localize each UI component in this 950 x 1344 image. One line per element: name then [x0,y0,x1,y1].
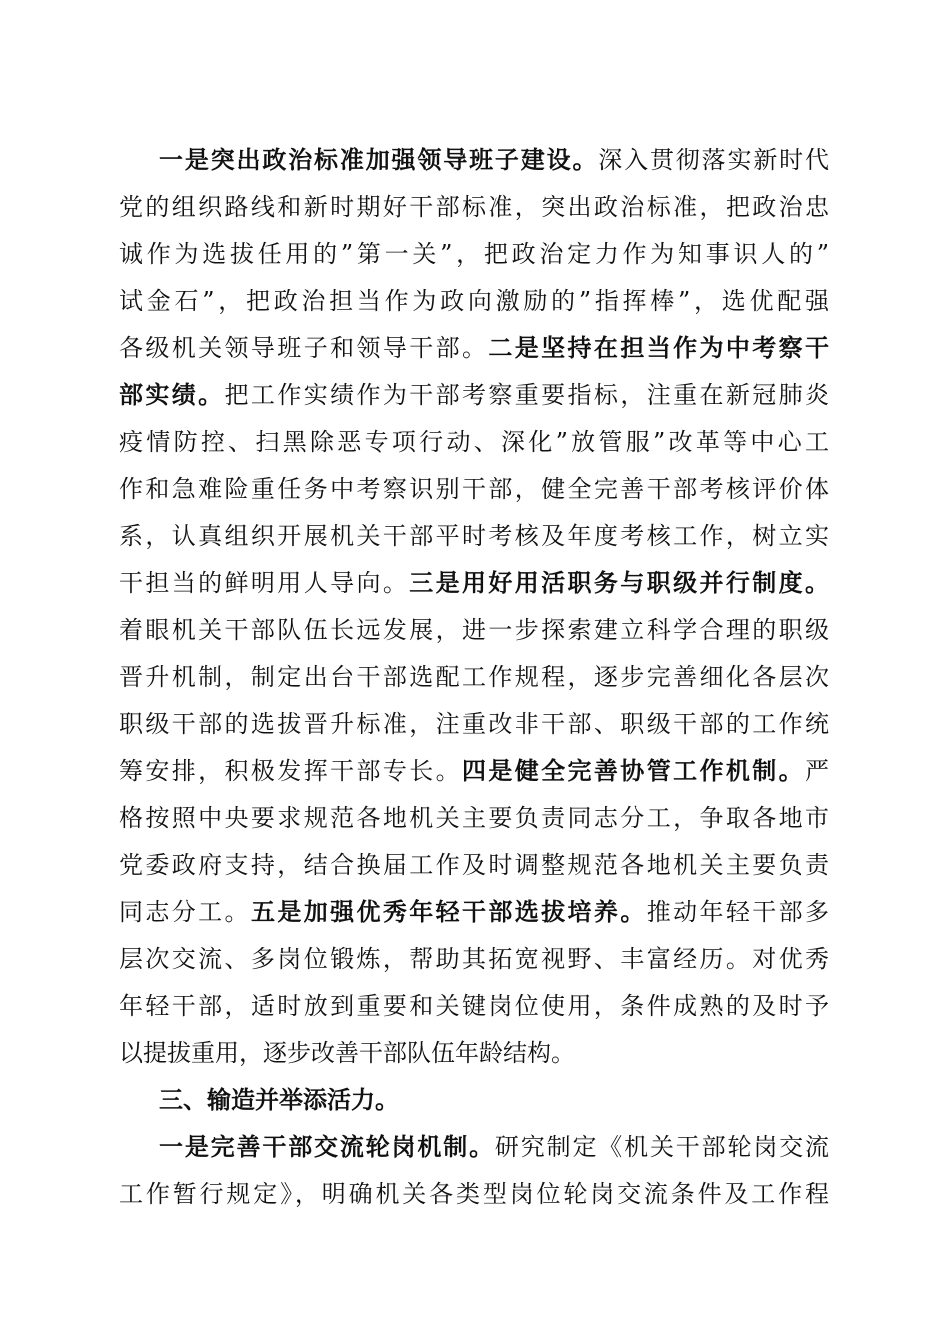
paragraph-line-5 [119,328,829,368]
body-text: 以提拔重用，逐步改善干部队伍年龄结构。 [119,1039,575,1067]
paragraph2-line-2 [119,1174,829,1214]
body-text: 年轻干部，适时放到重要和关键岗位使用，条件成熟的及时予 [119,992,829,1020]
body-text: 严 [805,757,829,785]
paragraph-line-6 [119,375,829,415]
paragraph-line-11 [119,610,829,650]
paragraph-line-7 [119,422,829,462]
body-text: 党委政府支持，结合换届工作及时调整规范各地机关主要负责 [119,851,829,879]
body-text: 同志分工。 [119,898,251,926]
paragraph-line-2 [119,187,829,227]
section-heading: 三、输造并举添活力。 [159,1086,399,1114]
paragraph-line-1 [159,140,829,180]
body-text: 试金石”，把政治担当作为政向激励的”指挥棒”，选优配强 [119,287,829,315]
body-text: 系，认真组织开展机关干部平时考核及年度考核工作，树立实 [119,522,829,550]
bold-phrase: 三是用好用活职务与职级并行制度。 [409,569,830,597]
body-text: 层次交流、多岗位锻炼，帮助其拓宽视野、丰富经历。对优秀 [119,945,829,973]
body-text: 筹安排，积极发挥干部专长。 [119,757,462,785]
paragraph-line-20 [119,1033,829,1073]
body-text: 干担当的鲜明用人导向。 [119,569,410,597]
paragraph-line-12 [119,657,829,697]
body-text: 工作暂行规定》，明确机关各类型岗位轮岗交流条件及工作程 [119,1180,829,1208]
paragraph-line-19 [119,986,829,1026]
bold-phrase: 部实绩。 [119,381,225,409]
paragraph-line-10 [119,563,829,603]
paragraph-line-13 [119,704,829,744]
paragraph-line-3 [119,234,829,274]
body-text: 晋升机制，制定出台干部选配工作规程，逐步完善细化各层次 [119,663,829,691]
bold-phrase: 一是完善干部交流轮岗机制。 [159,1133,495,1161]
paragraph2-line-1 [159,1127,829,1167]
bold-phrase: 四是健全完善协管工作机制。 [462,757,805,785]
body-text: 把工作实绩作为干部考察重要指标，注重在新冠肺炎 [224,381,830,409]
body-text: 作和急难险重任务中考察识别干部，健全完善干部考核评价体 [119,475,829,503]
paragraph-line-4 [119,281,829,321]
paragraph-line-17 [119,892,829,932]
body-text: 党的组织路线和新时期好干部标准，突出政治标准，把政治忠 [119,193,829,221]
body-text: 疫情防控、扫黑除恶专项行动、深化”放管服”改革等中心工 [119,428,829,456]
body-text: 诚作为选拔任用的”第一关”，把政治定力作为知事识人的” [119,240,829,268]
paragraph-line-14 [119,751,829,791]
paragraph-line-16 [119,845,829,885]
body-text: 着眼机关干部队伍长远发展，进一步探索建立科学合理的职级 [119,616,829,644]
body-text: 各级机关领导班子和领导干部。 [119,334,489,362]
bold-phrase: 五是加强优秀年轻干部选拔培养。 [250,898,647,926]
body-text: 职级干部的选拔晋升标准，注重改非干部、职级干部的工作统 [119,710,829,738]
body-text: 推动年轻干部多 [646,898,830,926]
body-text: 研究制定《机关干部轮岗交流 [494,1133,830,1161]
bold-phrase: 二是坚持在担当作为中考察干 [488,334,830,362]
paragraph-line-15 [119,798,829,838]
paragraph-line-9 [119,516,829,556]
bold-phrase: 一是突出政治标准加强领导班子建设。 [159,146,599,174]
paragraph-line-8 [119,469,829,509]
body-text: 格按照中央要求规范各地机关主要负责同志分工，争取各地市 [119,804,829,832]
body-text: 深入贯彻落实新时代 [598,146,830,174]
paragraph-line-18 [119,939,829,979]
